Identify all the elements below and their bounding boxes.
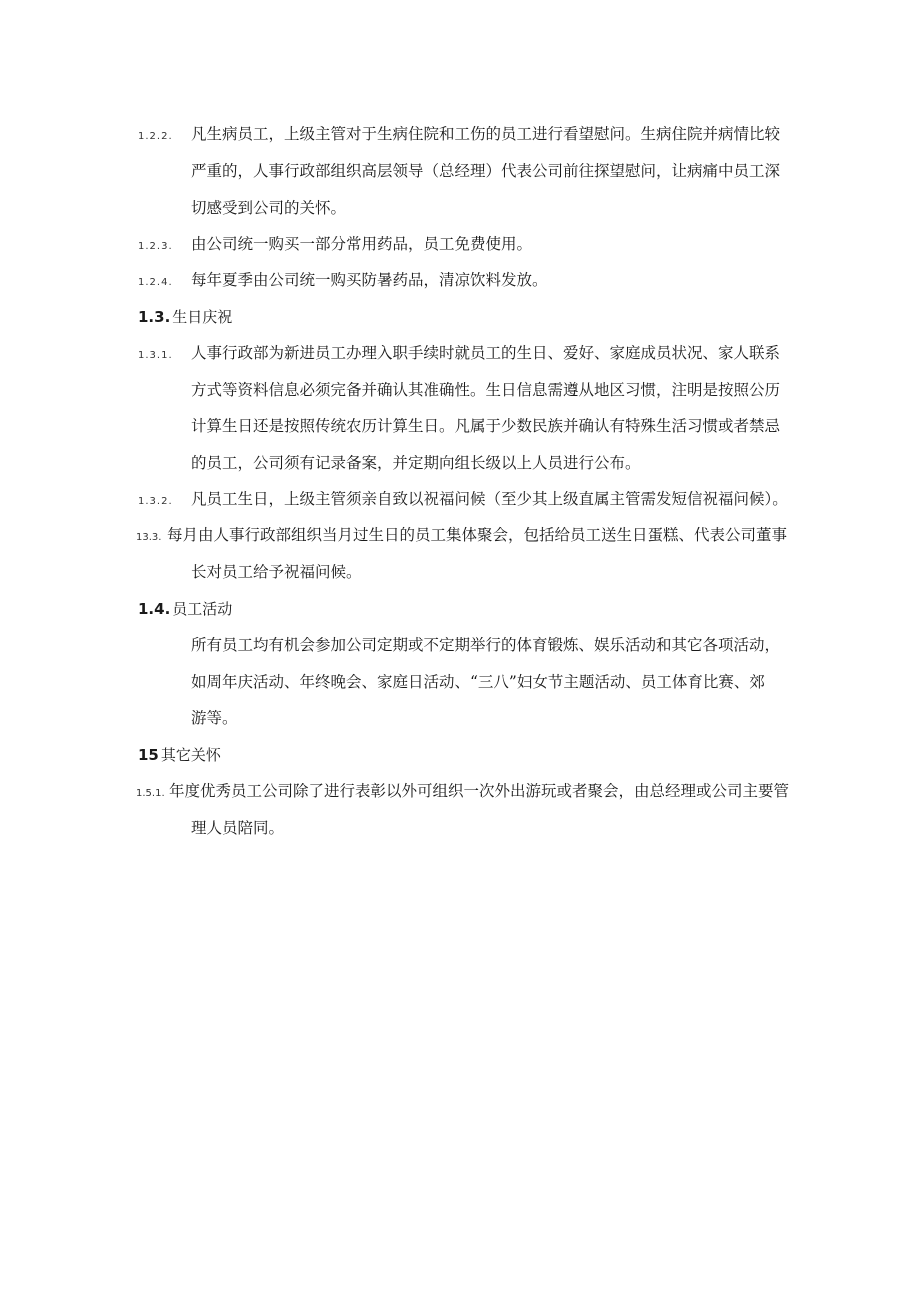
paragraph-line: 凡生病员工，上级主管对于生病住院和工伤的员工进行看望慰问。生病住院并病情比较 bbox=[191, 125, 781, 143]
paragraph-line: 长对员工给予祝福问候。 bbox=[191, 563, 362, 581]
paragraph-line: 由公司统一购买一部分常用药品，员工免费使用。 bbox=[191, 235, 533, 253]
paragraph-line: 切感受到公司的关怀。 bbox=[191, 199, 347, 217]
paragraph-line: 人事行政部为新进员工办理入职手续时就员工的生日、爱好、家庭成员状况、家人联系 bbox=[191, 344, 781, 362]
clause-number: 1.2.3. bbox=[138, 241, 173, 252]
section-heading-1-3 bbox=[138, 307, 232, 327]
clause-number: 13.3. bbox=[136, 532, 162, 543]
paragraph-line: 每月由人事行政部组织当月过生日的员工集体聚会，包括给员工送生日蛋糕、代表公司董事 bbox=[167, 526, 788, 544]
section-heading-1-4 bbox=[138, 599, 232, 619]
paragraph-line: 凡员工生日，上级主管须亲自致以祝福问候（至少其上级直属主管需发短信祝福问候）。 bbox=[191, 490, 788, 508]
heading-number: 15 bbox=[138, 746, 159, 764]
heading-title: 其它关怀 bbox=[160, 746, 221, 764]
heading-title: 员工活动 bbox=[172, 600, 233, 618]
paragraph-line: 年度优秀员工公司除了进行表彰以外可组织一次外出游玩或者聚会，由总经理或公司主要管 bbox=[169, 782, 790, 800]
clause-number: 1.2.4. bbox=[138, 277, 173, 288]
section-heading-1-5 bbox=[138, 745, 221, 765]
clause-number: 1.3.2. bbox=[138, 496, 173, 507]
heading-number: 1.3. bbox=[138, 308, 171, 326]
clause-number: 1.5.1. bbox=[136, 788, 165, 799]
paragraph-line: 的员工，公司须有记录备案，并定期向组长级以上人员进行公布。 bbox=[191, 454, 641, 472]
paragraph-line: 游等。 bbox=[191, 709, 238, 727]
heading-number: 1.4. bbox=[138, 600, 171, 618]
paragraph-line: 所有员工均有机会参加公司定期或不定期举行的体育锻炼、娱乐活动和其它各项活动， bbox=[191, 636, 781, 654]
heading-title: 生日庆祝 bbox=[172, 308, 233, 326]
paragraph-line: 理人员陪同。 bbox=[191, 819, 285, 837]
paragraph-line: 如周年庆活动、年终晚会、家庭日活动、“三八”妇女节主题活动、员工体育比赛、郊 bbox=[191, 673, 765, 691]
paragraph-line: 严重的，人事行政部组织高层领导（总经理）代表公司前往探望慰问，让病痛中员工深 bbox=[191, 162, 781, 180]
paragraph-line: 方式等资料信息必须完备并确认其准确性。生日信息需遵从地区习惯，注明是按照公历 bbox=[191, 381, 781, 399]
paragraph-line: 计算生日还是按照传统农历计算生日。凡属于少数民族并确认有特殊生活习惯或者禁忌 bbox=[191, 417, 781, 435]
clause-number: 1.3.1. bbox=[138, 350, 173, 361]
paragraph-line: 每年夏季由公司统一购买防暑药品，清凉饮料发放。 bbox=[191, 271, 548, 289]
clause-number: 1.2.2. bbox=[138, 131, 173, 142]
